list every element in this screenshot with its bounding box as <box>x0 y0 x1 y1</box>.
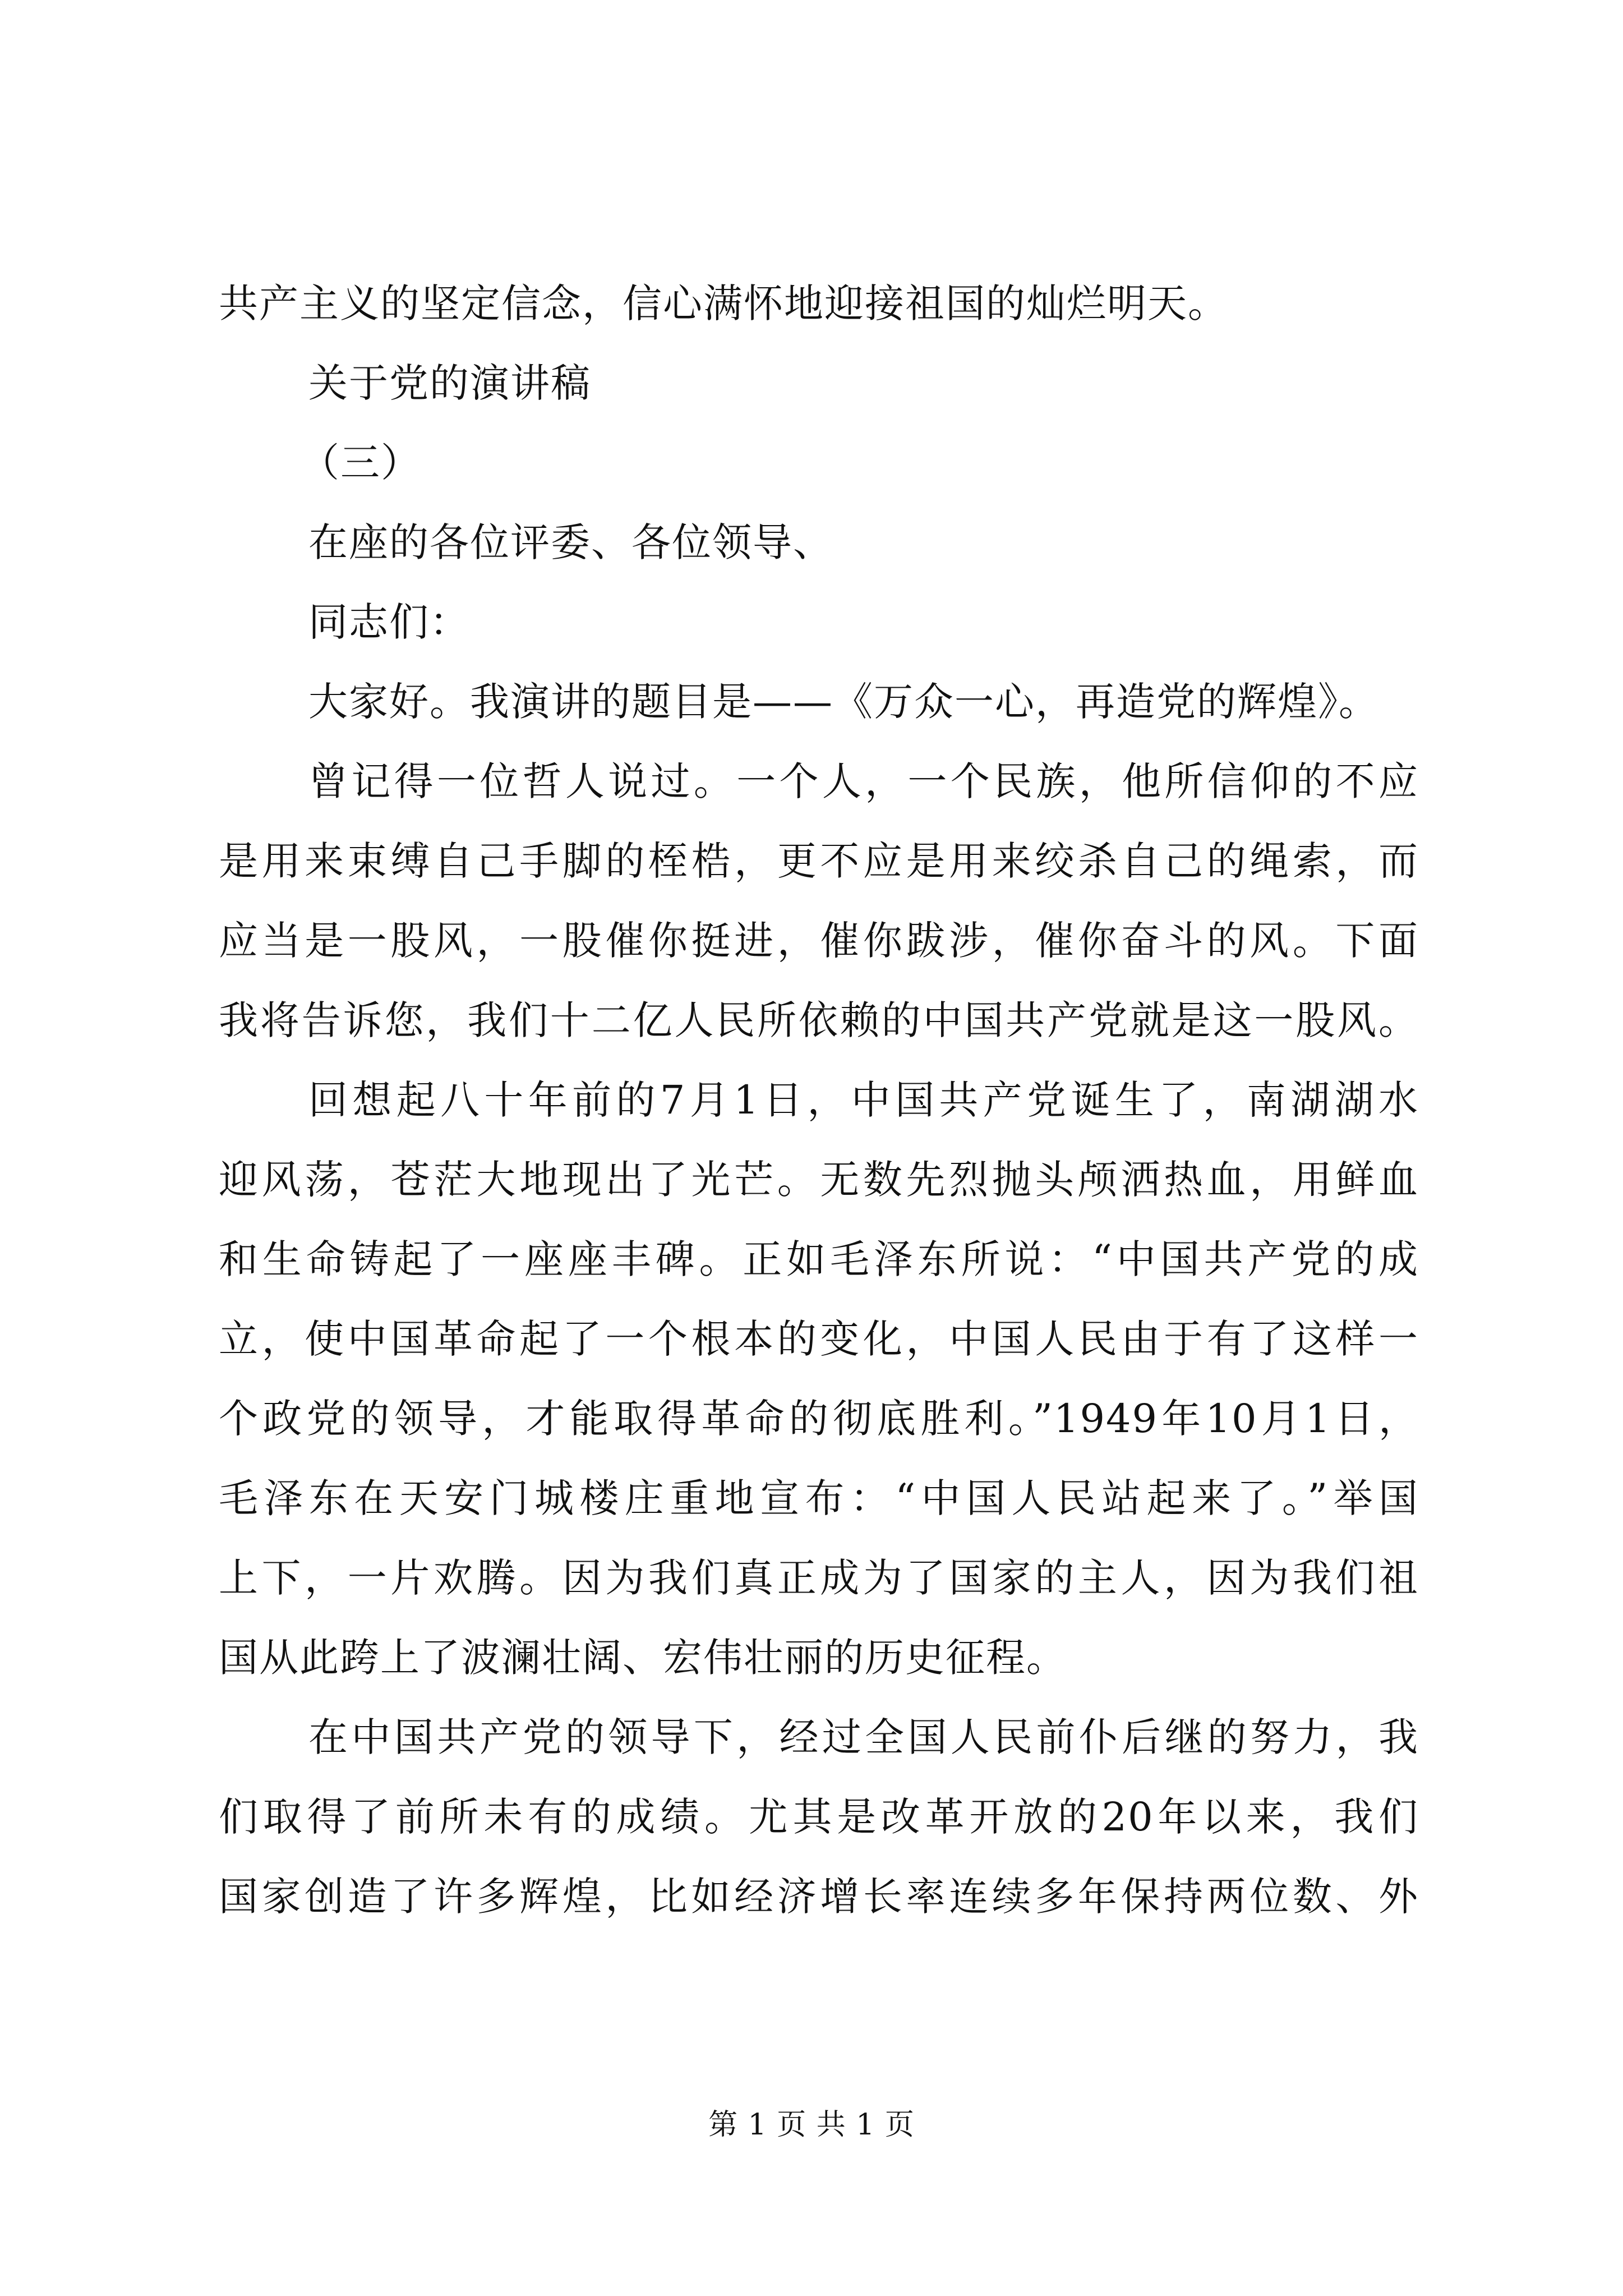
text-line: 和生命铸起了一座座丰碑。正如毛泽东所说：“中国共产党的成 <box>219 1236 1419 1282</box>
paragraph-first-line: 在中国共产党的领导下，经过全国人民前仆后继的努力，我 <box>308 1714 1419 1760</box>
text-line: 国家创造了许多辉煌，比如经济增长率连续多年保持两位数、外 <box>219 1874 1419 1920</box>
salutation-line: 同志们： <box>308 599 470 645</box>
text-line: 大家好。我演讲的题目是——《万众一心，再造党的辉煌》。 <box>308 679 1379 725</box>
text-line: 毛泽东在天安门城楼庄重地宣布：“中国人民站起来了。”举国 <box>219 1475 1419 1521</box>
salutation-line: 在座的各位评委、各位领导、 <box>308 519 833 565</box>
text-line: 个政党的领导，才能取得革命的彻底胜利。”1949年10月1日， <box>219 1396 1419 1442</box>
paragraph-first-line: 回想起八十年前的7月1日，中国共产党诞生了，南湖湖水 <box>308 1077 1419 1123</box>
text-line: 立，使中国革命起了一个根本的变化，中国人民由于有了这样一 <box>219 1316 1419 1362</box>
text-line: 共产主义的坚定信念，信心满怀地迎接祖国的灿烂明天。 <box>219 280 1228 326</box>
text-line: 国从此跨上了波澜壮阔、宏伟壮丽的历史征程。 <box>219 1635 1067 1681</box>
text-line: 迎风荡，苍茫大地现出了光芒。无数先烈抛头颅洒热血，用鲜血 <box>219 1157 1419 1203</box>
text-line: 应当是一股风，一股催你挺进，催你跋涉，催你奋斗的风。下面 <box>219 918 1419 964</box>
text-line: 是用来束缚自己手脚的桎梏，更不应是用来绞杀自己的绳索，而 <box>219 838 1419 884</box>
text-line: 我将告诉您，我们十二亿人民所依赖的中国共产党就是这一股风。 <box>219 997 1419 1043</box>
text-line: 上下，一片欢腾。因为我们真正成为了国家的主人，因为我们祖 <box>219 1555 1419 1601</box>
text-line: 们取得了前所未有的成绩。尤其是改革开放的20年以来，我们 <box>219 1794 1419 1840</box>
section-number: （三） <box>300 440 421 486</box>
section-title: 关于党的演讲稿 <box>308 360 591 406</box>
paragraph-first-line: 曾记得一位哲人说过。一个人，一个民族，他所信仰的不应 <box>308 758 1419 804</box>
page-number-footer: 第 1 页 共 1 页 <box>708 2108 915 2142</box>
document-body <box>219 264 1419 1936</box>
